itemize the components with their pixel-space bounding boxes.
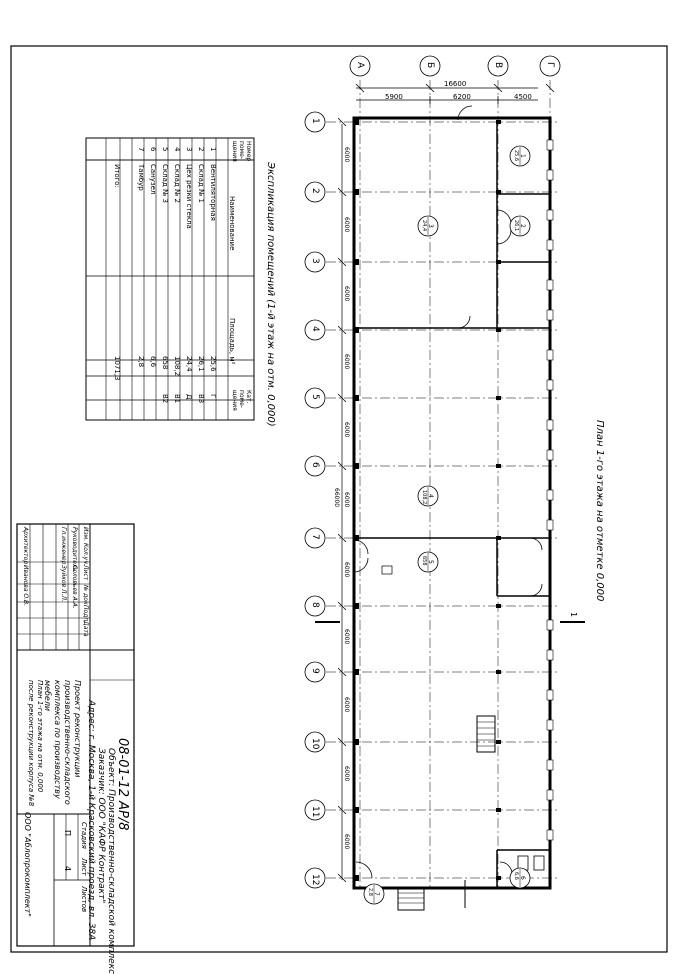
dim-bay-6: 6000 [343,492,350,508]
axis-label-В: В [493,62,503,69]
stamp-col-date: Дата [82,621,89,637]
stamp-sheet-number: 4 [63,866,72,872]
stamp-role-3: Архитектор [22,527,29,565]
room-tag-number-7: 7 [373,892,380,896]
dim-bay-5: 6000 [343,422,350,438]
dim-segment-1: 5900 [385,93,403,101]
room-tag-area-2: 26,1 [513,220,519,232]
stamp-name-3: Иванова О.В. [22,565,29,607]
stamp-company: ООО "Аблопрокомплект" [23,812,32,917]
expl-row-6-number: 6 [149,147,157,152]
axis-label-5: 5 [310,394,320,400]
stamp-name-1: Соловьев А.А. [71,565,78,609]
dim-bay-11: 6000 [343,834,350,850]
axis-label-А: А [355,62,365,69]
expl-row-8-name: Итого: [113,164,121,188]
stamp-address: Адрес: г. Москва, 1-й Красковский проезд, вл. 38А [86,700,96,941]
axis-label-6: 6 [310,462,320,468]
expl-row-4-category: В1 [173,394,181,404]
axis-label-1: 1 [310,118,320,124]
stamp-sheet-label: Лист [80,858,88,876]
stamp-name-2: Зуйков Л.Л. [60,565,67,602]
explication-table-grid [86,138,254,420]
dim-bay-2: 6000 [343,217,350,233]
axis-label-11: 11 [310,806,320,818]
explication-title: Экспликация помещений (1-й этаж на отм. 0,000) [265,162,276,427]
room-tag-number-3: 3 [427,224,434,228]
expl-row-3-name: Цех резки стекла [185,164,193,229]
room-tag-area-1: 25,6 [513,150,519,162]
dim-bay-9: 6000 [343,697,350,713]
expl-row-7-number: 7 [137,147,145,152]
expl-row-2-name: Склад № 1 [197,164,205,203]
dim-segment-3: 4500 [514,93,532,101]
expl-row-1-area: 25,6 [209,356,217,372]
stamp-role-2: Гл.инженер [60,527,67,565]
axis-label-Б: Б [425,62,435,69]
axis-label-9: 9 [310,668,320,674]
axis-label-Г: Г [545,62,555,68]
room-tag-number-4: 4 [427,494,434,498]
expl-row-2-category: В3 [197,394,205,404]
stamp-project: Проект реконструкции производственно-складского комплекса по производству мебели [43,680,82,805]
expl-row-6-area: 6,6 [149,356,157,368]
dim-bay-3: 6000 [343,286,350,302]
dim-bay-1: 6000 [343,147,350,163]
expl-row-7-area: 2,8 [137,356,145,368]
expl-row-5-name: Склад № 3 [161,164,169,203]
room-tag-number-2: 2 [519,224,526,228]
axis-label-10: 10 [310,738,320,750]
stamp-role-1: Руководитель [71,527,78,572]
stamp-sheet-name: План 1-го этажа на отм. 0,000 после реконструкции корпуса №8 [27,680,44,807]
expl-row-1-name: Вентиляторная [209,164,217,221]
dim-total-length: 66000 [333,488,340,508]
plan-title: План 1-го этажа на отметке 0,000 [594,420,605,602]
dim-total-width-text: 16600 [444,80,467,88]
dim-bay-7: 6000 [343,562,350,578]
dim-bay-10: 6000 [343,766,350,782]
stamp-stage-label: Стадия [80,822,88,849]
stamp-object: Объект: Производственно-складской комплекс [106,748,116,974]
stamp-sheets-label: Листов [80,886,88,913]
expl-row-4-number: 4 [173,147,181,152]
stamp-code: 08-01-12 АР/8 [115,738,130,831]
axis-label-8: 8 [310,602,320,608]
room-tag-number-6: 6 [519,876,526,880]
expl-row-5-area: 658 [161,356,169,370]
section-mark-label: 1 [569,612,578,618]
room-tag-number-5: 5 [427,560,434,564]
stamp-col-izm: Изм. [82,527,89,542]
dim-bay-4: 6000 [343,354,350,370]
expl-header-name: Наименование [228,196,236,251]
expl-header-area: Площадь, м² [228,318,236,365]
room-tag-area-7: 2,8 [367,888,373,896]
stamp-col-list: Лист [82,565,89,581]
stamp-stage: П [63,830,72,837]
expl-row-5-category: В2 [161,394,169,404]
expl-row-3-category: Д [185,394,193,400]
expl-row-6-name: Санузел [149,164,157,195]
axis-label-7: 7 [310,534,320,540]
stamp-col-doc: № док. [82,585,89,607]
expl-row-1-category: Г [209,394,217,399]
expl-row-5-number: 5 [161,147,169,152]
room-tag-area-4: 108,2 [421,490,427,505]
expl-row-1-number: 1 [209,147,217,152]
axis-label-3: 3 [310,258,320,264]
expl-header-category: Кат. поме-щения [231,390,252,411]
stamp-col-sign: Подп. [82,605,89,624]
expl-header-number: Номер поме-щения [231,141,252,162]
stamp-col-kol: Кол.уч. [82,543,89,566]
dim-segment-2: 6200 [453,93,471,101]
expl-row-2-number: 2 [197,147,205,152]
room-tag-number-1: 1 [519,154,526,158]
axis-label-12: 12 [310,874,320,886]
room-tag-area-6: 6,6 [513,872,519,880]
dim-bay-8: 6000 [343,629,350,645]
expl-row-3-area: 24,4 [185,356,193,372]
axis-label-2: 2 [310,188,320,194]
expl-row-3-number: 3 [185,147,193,152]
expl-row-7-name: Тамбур [137,164,145,191]
expl-row-8-area: 1071,3 [113,356,121,381]
grid-lines [326,80,560,890]
stamp-customer: Заказчик: ООО "КАФР Контракт" [96,748,106,904]
room-tag-area-3: 24,4 [421,220,427,232]
expl-row-2-area: 26,1 [197,356,205,372]
expl-row-4-area: 108,2 [173,356,181,377]
axis-label-4: 4 [310,326,320,332]
room-tag-area-5: 658 [421,556,427,566]
expl-row-4-name: Склад № 2 [173,164,181,203]
